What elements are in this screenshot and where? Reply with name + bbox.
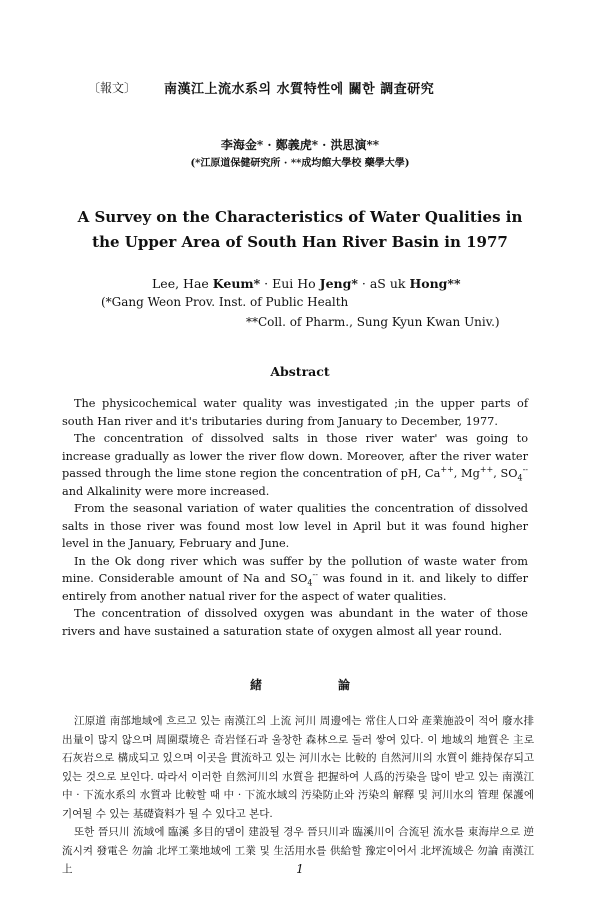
so4-subscript: 4: [517, 473, 523, 483]
abstract-body: [62, 395, 528, 640]
abstract-p2-end: and Alkalinity were more increased.: [62, 484, 270, 498]
mg-charge: ++: [479, 465, 494, 475]
author-3-given: · aS uk: [357, 276, 406, 291]
ca-charge: ++: [440, 465, 454, 475]
english-title-line-1: A Survey on the Characteristics of Water Qualities in: [77, 208, 523, 226]
abstract-p4-end: was found in it. and likely to differ entirely from another natual river for the aspect of water qualities.: [62, 572, 528, 603]
abstract-p2-start: The concentration of dissolved salts in those river water' was going to increase gradually as lower the river flow down. Moreover, after the river water passed through the lime stone region the concentration of pH, Ca: [62, 432, 528, 480]
korean-authors: 李海金* · 鄭義虎* · 洪思演**: [220, 138, 380, 152]
abstract-paragraph-5: The concentration of dissolved oxygen was abundant in the water of those rivers and have sustained a saturation state of oxygen almost all year round.: [62, 607, 528, 638]
abstract-heading: Abstract: [270, 364, 330, 379]
abstract-paragraph-2: [62, 430, 528, 500]
introduction-heading: [0, 676, 600, 693]
korean-affiliation: (*江原道保健研究所 · **成均館大學校 藥學大學): [190, 158, 410, 169]
author-1-bold: Keum*: [212, 276, 261, 291]
author-2-bold: Jeng*: [319, 276, 358, 291]
abstract-p2-so: , SO: [493, 467, 518, 480]
korean-body: [62, 712, 534, 879]
author-3-bold: Hong**: [409, 276, 461, 291]
abstract-paragraph-1: The physicochemical water quality was investigated ;in the upper parts of south Han river and it's tributaries during from January to December, 1977.: [62, 397, 528, 428]
english-authors: [152, 276, 461, 291]
abstract-p4-start: In the Ok dong river which was suffer by the pollution of waste water from mine. Considerable amount of Na and SO: [62, 554, 528, 585]
korean-title: 南漢江上流水系의 水質特性에 關한 調査研究: [164, 82, 435, 97]
introduction-heading-char-2: 論: [338, 678, 351, 692]
abstract-paragraph-3: From the seasonal variation of water qualities the concentration of dissolved salts in those river was found most low level in April but it was found higher level in the January, February and June.: [62, 502, 528, 550]
so4-charge: --: [522, 465, 528, 475]
english-affiliation-line-2: **Coll. of Pharm., Sung Kyun Kwan Univ.): [246, 315, 500, 329]
abstract-p2-mg: , Mg: [453, 467, 480, 480]
korean-paragraph-1: 江原道 南部地域에 흐르고 있는 南漢江의 上流 河川 周邊에는 常住人口와 產業施設이 적어 廢水排出量이 많지 않으며 周圍環境은 奇岩怪石과 울창한 森林으로 둘러 쌓여 있다. 이 地域의 地質은 主로 石灰岩으로 構成되고 있으며 이곳을 貫流하고 있는 河川水는 比較的 自然河川의 水質이 維持保存되고 있는 것으로 보인다. 따라서 이러한 自然河川의 水質을 把握하여 人爲的汚染을 많이 받고 있는 南漢江中 · 下流水系의 水質과 比較할 때 中 · 下流水域의 汚染防止와 汚染의 解釋 및 河川水의 管理 保護에 기여될 수 있는 基礎資料가 될 수 있다고 본다.: [62, 715, 534, 820]
korean-paragraph-2: 또한 晉只川 流域에 臨溪 多目的댐이 建設될 경우 晉只川과 臨溪川이 合流된 流水를 東海岸으로 逆流시켜 發電은 勿論 北坪工業地域에 工業 및 生活用水를 供給할 豫定이어서 北坪流域은 勿論 南漢江 上: [62, 826, 534, 875]
article-type-tag: 〔報文〕: [88, 81, 137, 95]
so4-charge-2: --: [312, 570, 318, 580]
abstract-paragraph-4: [62, 553, 528, 606]
english-title: [60, 205, 540, 255]
english-title-line-2: the Upper Area of South Han River Basin in 1977: [92, 233, 508, 251]
so4-subscript-2: 4: [307, 578, 313, 588]
introduction-heading-char-1: 緒: [249, 678, 262, 692]
page-number: 1: [296, 862, 304, 876]
author-1-given: Lee, Hae: [152, 276, 209, 291]
author-2-given: · Eui Ho: [260, 276, 316, 291]
english-affiliation-line-1: (*Gang Weon Prov. Inst. of Public Health: [101, 295, 349, 309]
